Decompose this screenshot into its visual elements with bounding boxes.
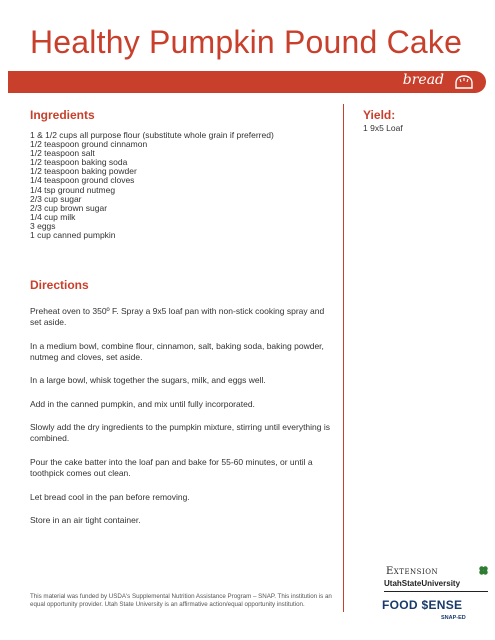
ingredient-item: 1/2 teaspoon baking powder: [30, 166, 137, 177]
ingredient-item: 1 & 1/2 cups all purpose flour (substitute whole grain if preferred): [30, 130, 274, 140]
logo-divider: [384, 591, 488, 592]
direction-step: In a medium bowl, combine flour, cinnamon, salt, baking soda, baking powder, nutmeg and cloves, set aside.: [30, 340, 324, 362]
4h-clover-icon: [478, 565, 489, 576]
usu-logo-text: UtahStateUniversity: [384, 579, 461, 588]
yield-heading: Yield:: [363, 108, 396, 122]
ingredient-item: 1/2 teaspoon ground cinnamon: [30, 139, 148, 150]
ingredient-item: 1/4 teaspoon ground cloves: [30, 175, 135, 186]
ingredient-item: 2/3 cup brown sugar: [30, 202, 108, 213]
extension-logo-text: Extension: [386, 566, 439, 577]
ingredient-item: 1 cup canned pumpkin: [30, 230, 116, 241]
funding-disclaimer: This material was funded by USDA's Supplemental Nutrition Assistance Program – SNAP. This institution is an equal opportunity provider. Utah State University is an affirmative action/equal opportunity institution.: [30, 593, 332, 609]
direction-step: Let bread cool in the pan before removing.: [30, 491, 190, 502]
snap-ed-label: SNAP-ED: [441, 615, 466, 621]
ingredient-item: 1/4 cup milk: [30, 211, 76, 222]
ingredients-list: [30, 131, 274, 240]
food-sense-logo: FOOD $ENSE: [382, 598, 463, 612]
direction-step: Preheat oven to 350º F. Spray a 9x5 loaf pan with non-stick cooking spray and set aside.: [30, 306, 325, 327]
ingredient-item: 2/3 cup sugar: [30, 193, 82, 204]
bread-loaf-icon: [454, 74, 474, 90]
direction-step: Pour the cake batter into the loaf pan and bake for 55-60 minutes, or until a toothpick comes out clean.: [30, 456, 313, 478]
yield-value: 1 9x5 Loaf: [363, 123, 403, 133]
directions-list: [30, 306, 330, 539]
recipe-title: Healthy Pumpkin Pound Cake: [30, 24, 463, 60]
ingredient-item: 1/4 tsp ground nutmeg: [30, 184, 116, 195]
ingredients-heading: Ingredients: [30, 108, 95, 122]
direction-step: In a large bowl, whisk together the sugars, milk, and eggs well.: [30, 375, 266, 386]
ingredient-item: 1/2 teaspoon salt: [30, 148, 95, 159]
direction-step: Add in the canned pumpkin, and mix until fully incorporated.: [30, 398, 255, 409]
ingredient-item: 3 eggs: [30, 220, 56, 231]
category-banner: [8, 71, 486, 93]
ingredient-item: 1/2 teaspoon baking soda: [30, 157, 128, 168]
category-label: bread: [402, 72, 444, 88]
direction-step: Store in an air tight container.: [30, 515, 141, 526]
direction-step: Slowly add the dry ingredients to the pumpkin mixture, stirring until everything is combined.: [30, 422, 331, 444]
directions-heading: Directions: [30, 278, 89, 292]
column-divider: [343, 104, 344, 612]
